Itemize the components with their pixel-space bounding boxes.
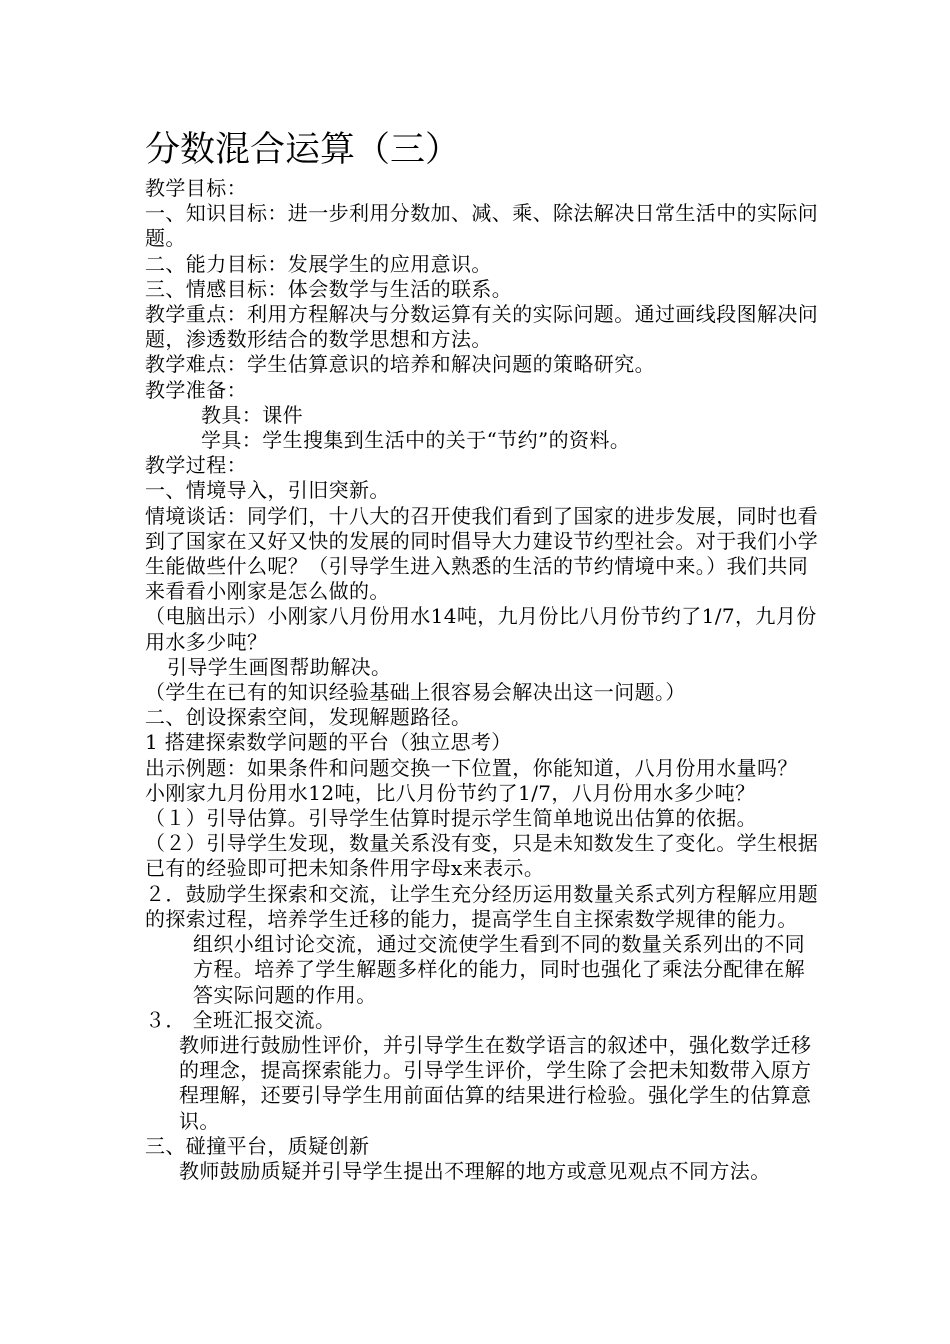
paragraph: 教具：课件 <box>201 402 303 427</box>
document-body <box>145 176 825 1184</box>
paragraph: 二、能力目标：发展学生的应用意识。 <box>145 251 492 276</box>
paragraph: 一、知识目标：进一步利用分数加、减、乘、除法解决日常生活中的实际问题。 <box>145 201 819 251</box>
paragraph: 一、情境导入，引旧突新。 <box>145 478 390 503</box>
paragraph: 教学目标： <box>145 176 247 200</box>
paragraph: ３． 全班汇报交流。 <box>145 1007 336 1032</box>
paragraph: 教师进行鼓励性评价，并引导学生在数学语言的叙述中，强化数学迁移的理念，提高探索能力。引导学生评价，学生除了会把未知数带入原方程理解，还要引导学生用前面估算的结果进行检验。强化学生的估算意识。 <box>179 1032 812 1133</box>
paragraph: 小刚家九月份用水12吨，比八月份节约了1/7，八月份用水多少吨？ <box>145 780 756 805</box>
paragraph: （１）引导估算。引导学生估算时提示学生简单地说出估算的依据。 <box>145 806 757 831</box>
paragraph: 教学过程： <box>145 453 247 478</box>
paragraph: （学生在已有的知识经验基础上很容易会解决出这一问题。） <box>145 680 686 705</box>
paragraph: 学具：学生搜集到生活中的关于“节约”的资料。 <box>201 428 631 453</box>
paragraph: 组织小组讨论交流，通过交流使学生看到不同的数量关系列出的不同方程。培养了学生解题多样化的能力，同时也强化了乘法分配律在解答实际问题的作用。 <box>193 932 805 1007</box>
paragraph: 教学重点：利用方程解决与分数运算有关的实际问题。通过画线段图解决问题，渗透数形结合的数学思想和方法。 <box>145 302 819 352</box>
paragraph: 三、碰撞平台，质疑创新 <box>145 1133 370 1158</box>
paragraph: 情境谈话：同学们，十八大的召开使我们看到了国家的进步发展，同时也看到了国家在又好又快的发展的同时倡导大力建设节约型社会。对于我们小学生能做些什么呢？（引导学生进入熟悉的生活的节约情境中来。）我们共同来看看小刚家是怎么做的。 <box>145 503 819 604</box>
paragraph: 二、创设探索空间，发现解题路径。 <box>145 705 472 730</box>
paragraph: 出示例题：如果条件和问题交换一下位置，你能知道，八月份用水量吗？ <box>145 755 798 780</box>
paragraph: ２．鼓励学生探索和交流，让学生充分经历运用数量关系式列方程解应用题的探索过程，培养学生迁移的能力，提高学生自主探索数学规律的能力。 <box>145 881 819 931</box>
paragraph: 教学难点：学生估算意识的培养和解决问题的策略研究。 <box>145 352 655 377</box>
paragraph: （电脑出示）小刚家八月份用水14吨，九月份比八月份节约了1/7，九月份用水多少吨？ <box>145 604 817 654</box>
paragraph: 教学准备： <box>145 377 247 402</box>
paragraph: 引导学生画图帮助解决。 <box>167 654 392 679</box>
document-title: 分数混合运算（三） <box>145 130 461 170</box>
paragraph: 教师鼓励质疑并引导学生提出不理解的地方或意见观点不同方法。 <box>179 1158 771 1183</box>
paragraph: （２）引导学生发现，数量关系没有变，只是未知数发生了变化。学生根据已有的经验即可把未知条件用字母x来表示。 <box>145 831 819 881</box>
paragraph: 三、情感目标：体会数学与生活的联系。 <box>145 276 513 301</box>
paragraph: 1 搭建探索数学问题的平台（独立思考） <box>145 730 512 755</box>
